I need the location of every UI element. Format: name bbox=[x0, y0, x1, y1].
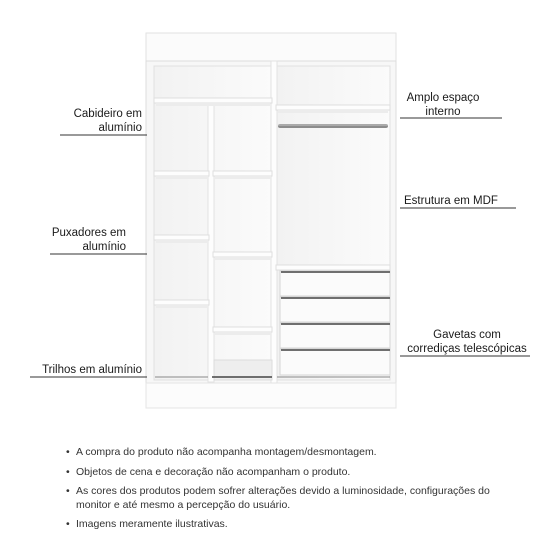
label-gavetas: Gavetas com corrediças telescópicas bbox=[407, 329, 527, 355]
bullet-icon: • bbox=[66, 465, 70, 478]
drawer-4 bbox=[280, 349, 390, 375]
bullet-icon: • bbox=[66, 485, 70, 497]
drawer-3 bbox=[280, 323, 390, 348]
label-estrutura: Estrutura em MDF bbox=[404, 195, 498, 207]
divider-left bbox=[208, 100, 214, 382]
notes-list bbox=[66, 446, 516, 538]
bullet-icon: • bbox=[66, 446, 70, 458]
drawer-2 bbox=[280, 297, 390, 322]
wardrobe-base bbox=[146, 383, 396, 408]
bullet-icon: • bbox=[66, 518, 70, 530]
drawer-1 bbox=[280, 271, 390, 296]
wardrobe-top bbox=[146, 33, 396, 61]
label-amplo: Amplo espaço interno bbox=[406, 92, 480, 118]
drawer-block-top bbox=[276, 265, 390, 270]
note-item: • A compra do produto não acompanha montagem/desmontagem. bbox=[66, 446, 377, 458]
label-cabideiro: Cabideiro em alumínio bbox=[73, 108, 142, 134]
label-trilhos: Trilhos em alumínio bbox=[42, 364, 142, 376]
note-item: • As cores dos produtos podem sofrer alterações devido a luminosidade, configurações do monitor e até mesmo a percepção do usuário. bbox=[66, 485, 490, 511]
note-item: • Objetos de cena e decoração não acompanham o produto. bbox=[66, 465, 351, 478]
note-item: • Imagens meramente ilustrativas. bbox=[66, 518, 228, 530]
label-puxadores: Puxadores em alumínio bbox=[51, 227, 126, 253]
right-top-shelf bbox=[276, 105, 390, 110]
